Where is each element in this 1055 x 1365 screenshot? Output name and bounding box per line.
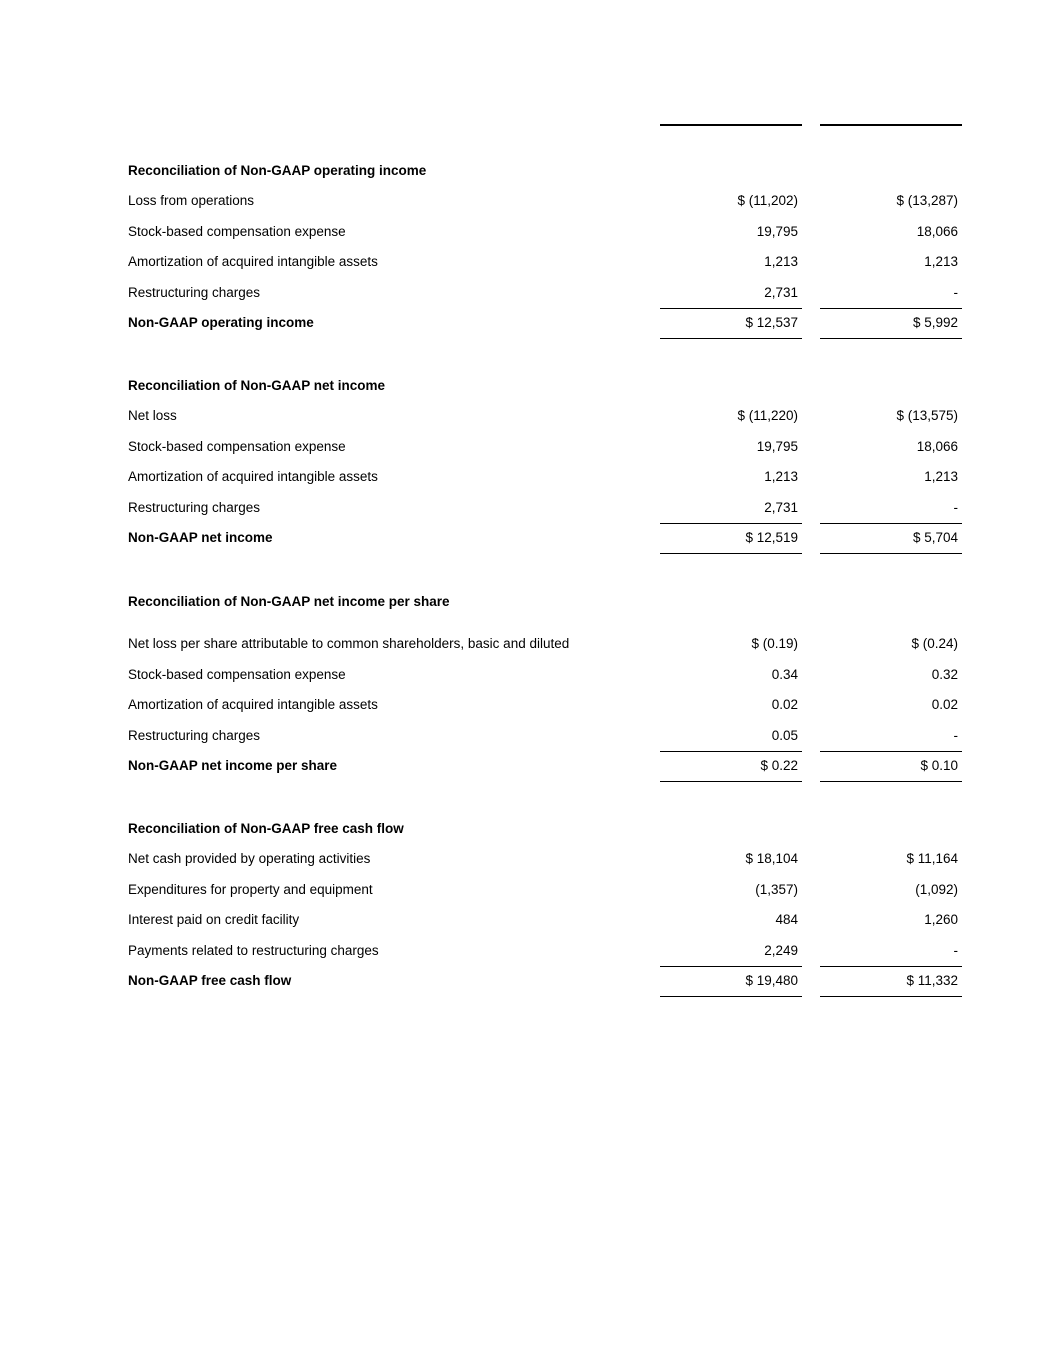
total-value-2: $ 11,332	[820, 966, 962, 997]
table-row	[0, 401, 1055, 431]
row-label: Net loss	[128, 408, 177, 423]
row-label: Net cash provided by operating activities	[128, 851, 371, 866]
table-row	[0, 217, 1055, 247]
row-value-2: 18,066	[916, 224, 958, 239]
row-label: Expenditures for property and equipment	[128, 882, 373, 897]
row-value-2: -	[953, 285, 958, 300]
total-label: Non-GAAP net income per share	[128, 758, 338, 773]
row-value-1: 484	[775, 912, 798, 927]
row-value-2: $ (13,287)	[896, 193, 958, 208]
section-title-row	[0, 587, 1055, 617]
total-row	[0, 751, 1055, 781]
row-label: Restructuring charges	[128, 500, 261, 515]
table-row	[0, 278, 1055, 308]
row-value-1: $ (0.19)	[751, 636, 798, 651]
row-value-2: 1,213	[924, 254, 958, 269]
row-value-1: 1,213	[764, 254, 798, 269]
row-value-2: -	[953, 500, 958, 515]
section-title: Reconciliation of Non-GAAP net income per share	[128, 594, 450, 609]
row-value-1: 19,795	[756, 224, 798, 239]
row-label: Net loss per share attributable to common shareholders, basic and diluted	[128, 636, 570, 651]
table-row	[0, 432, 1055, 462]
row-label: Stock-based compensation expense	[128, 667, 346, 682]
total-value-1: $ 12,537	[660, 308, 802, 339]
row-value-2: -	[953, 943, 958, 958]
total-value-2: $ 5,704	[820, 523, 962, 554]
row-value-2: 1,260	[924, 912, 958, 927]
table-row	[0, 247, 1055, 277]
row-value-1: $ (11,220)	[737, 408, 798, 423]
total-row	[0, 523, 1055, 553]
row-value-2: $ 11,164	[906, 851, 958, 866]
row-label: Restructuring charges	[128, 285, 261, 300]
total-value-1: $ 12,519	[660, 523, 802, 554]
row-value-2: 0.02	[931, 697, 958, 712]
row-label: Loss from operations	[128, 193, 255, 208]
row-value-2: (1,092)	[915, 882, 958, 897]
row-value-2: $ (0.24)	[911, 636, 958, 651]
total-value-1: $ 0.22	[660, 751, 802, 782]
row-value-2: 0.32	[931, 667, 958, 682]
row-label: Restructuring charges	[128, 728, 261, 743]
row-value-1: 19,795	[756, 439, 798, 454]
row-value-2: 1,213	[924, 469, 958, 484]
row-value-1: $ 18,104	[745, 851, 798, 866]
table-row	[0, 844, 1055, 874]
row-value-2: 18,066	[916, 439, 958, 454]
row-value-1: 2,249	[764, 943, 798, 958]
row-value-1: (1,357)	[755, 882, 798, 897]
row-label: Stock-based compensation expense	[128, 224, 346, 239]
total-value-1: $ 19,480	[660, 966, 802, 997]
section-title-row	[0, 814, 1055, 844]
table-row	[0, 721, 1055, 751]
total-row	[0, 308, 1055, 338]
section-title: Reconciliation of Non-GAAP net income	[128, 378, 386, 393]
total-value-2: $ 5,992	[820, 308, 962, 339]
total-label: Non-GAAP free cash flow	[128, 973, 292, 988]
row-value-1: 0.05	[771, 728, 798, 743]
row-value-1: 0.02	[771, 697, 798, 712]
section-title: Reconciliation of Non-GAAP operating income	[128, 163, 427, 178]
row-value-1: 0.34	[771, 667, 798, 682]
row-value-1: 2,731	[764, 500, 798, 515]
row-label: Amortization of acquired intangible assets	[128, 697, 378, 712]
row-value-2: -	[953, 728, 958, 743]
row-value-1: 2,731	[764, 285, 798, 300]
total-value-2: $ 0.10	[820, 751, 962, 782]
row-label: Amortization of acquired intangible assets	[128, 254, 378, 269]
row-value-1: 1,213	[764, 469, 798, 484]
row-label: Amortization of acquired intangible assets	[128, 469, 378, 484]
column-2-header-rule	[820, 124, 962, 126]
row-value-2: $ (13,575)	[896, 408, 958, 423]
table-row	[0, 660, 1055, 690]
row-label: Payments related to restructuring charges	[128, 943, 379, 958]
row-value-1: $ (11,202)	[737, 193, 798, 208]
column-1-header-rule	[660, 124, 802, 126]
section-title-row	[0, 371, 1055, 401]
table-row	[0, 875, 1055, 905]
section-title: Reconciliation of Non-GAAP free cash flow	[128, 821, 404, 836]
table-row	[0, 493, 1055, 523]
total-label: Non-GAAP operating income	[128, 315, 314, 330]
table-row	[0, 186, 1055, 216]
total-row	[0, 966, 1055, 996]
table-row	[0, 629, 1055, 659]
table-row	[0, 936, 1055, 966]
table-row	[0, 690, 1055, 720]
total-label: Non-GAAP net income	[128, 530, 273, 545]
table-row	[0, 462, 1055, 492]
section-title-row	[0, 156, 1055, 186]
row-label: Stock-based compensation expense	[128, 439, 346, 454]
row-label: Interest paid on credit facility	[128, 912, 300, 927]
table-row	[0, 905, 1055, 935]
